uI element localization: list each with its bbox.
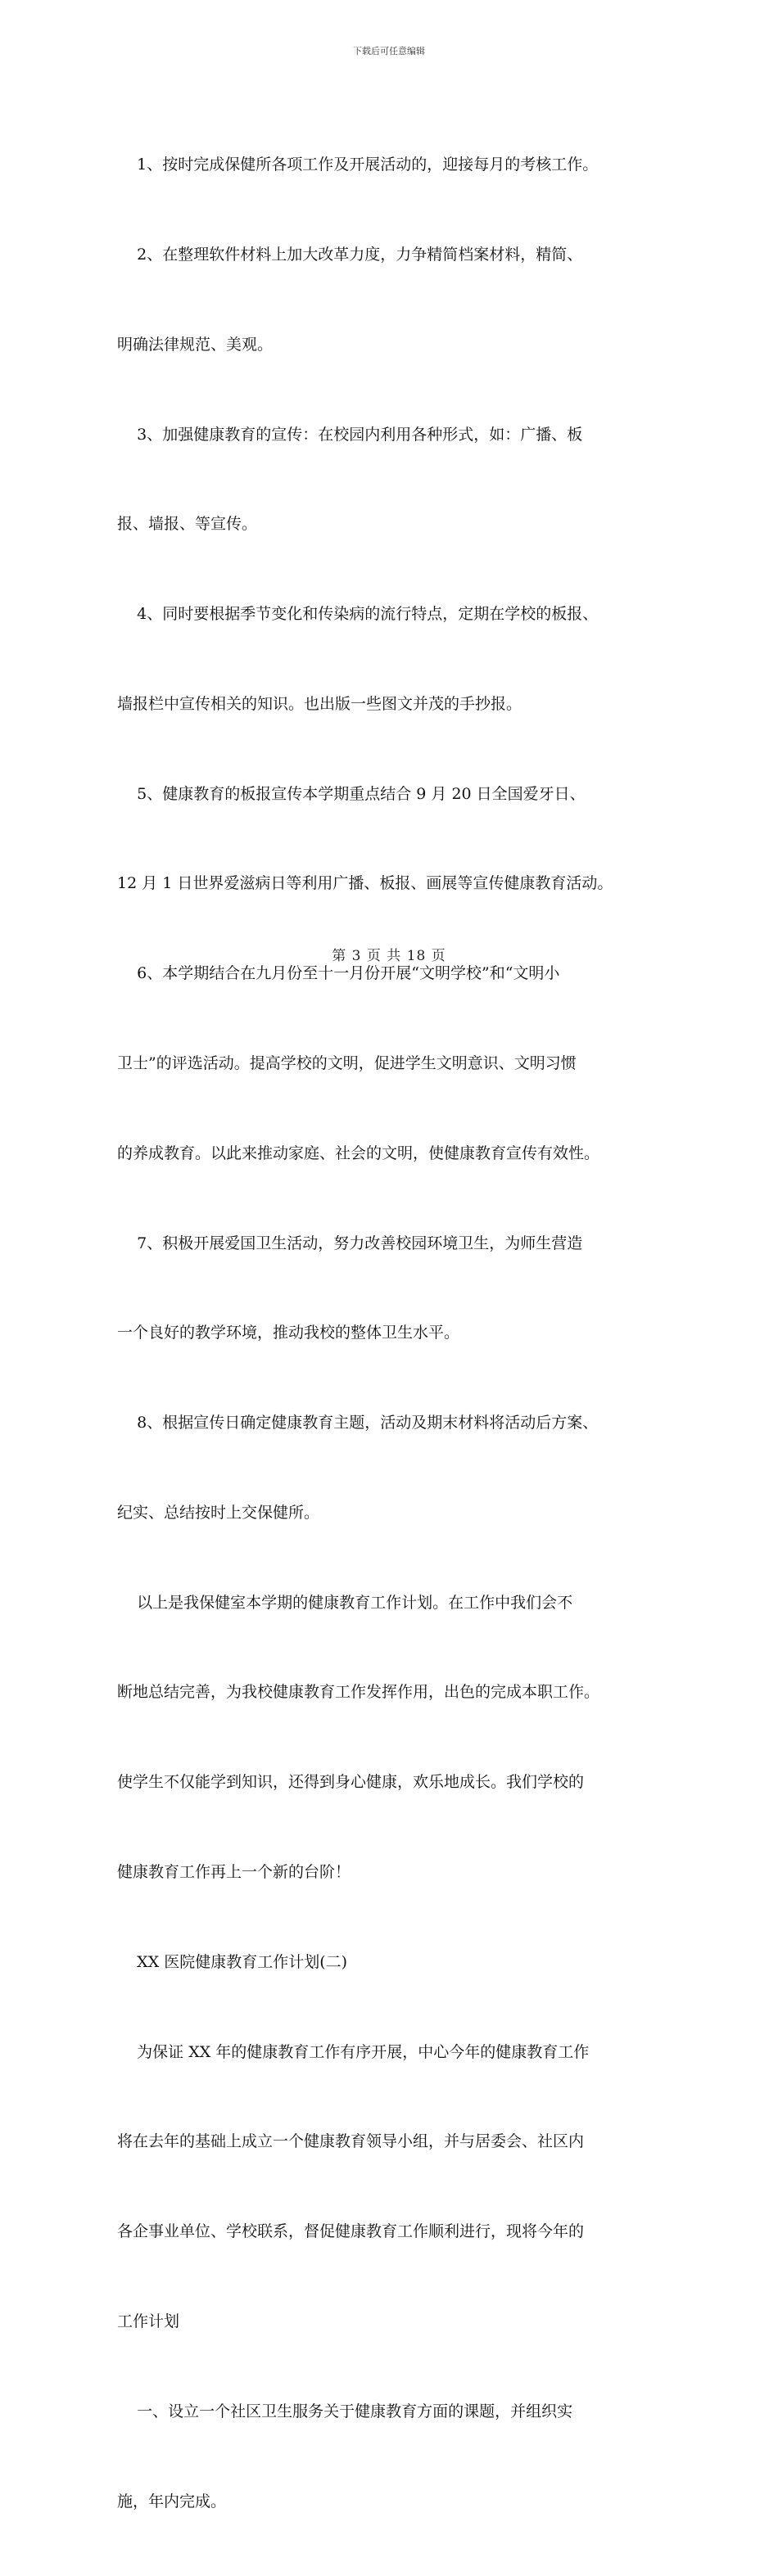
text-line: 为保证 XX 年的健康教育工作有序开展，中心今年的健康教育工作 — [117, 2042, 590, 2061]
page-header: 下载后可任意编辑 — [353, 46, 425, 56]
text-line: 7、积极开展爱国卫生活动，努力改善校园环境卫生，为师生营造 — [117, 1234, 583, 1252]
section-heading: XX 医院健康教育工作计划(二) — [117, 1952, 348, 1971]
document-body — [117, 90, 682, 2576]
page-number-footer: 第 3 页 共 18 页 — [332, 948, 446, 964]
text-line: 断地总结完善，为我校健康教育工作发挥作用，出色的完成本职工作。 — [117, 1683, 600, 1702]
text-line: 纪实、总结按时上交保健所。 — [117, 1503, 320, 1522]
text-line: 一个良好的教学环境，推动我校的整体卫生水平。 — [117, 1324, 460, 1342]
text-line: 5、健康教育的板报宣传本学期重点结合 9 月 20 日全国爱牙日、 — [117, 784, 586, 803]
text-line: 各企事业单位、学校联系，督促健康教育工作顺利进行，现将今年的 — [117, 2222, 585, 2241]
text-line: 1、按时完成保健所各项工作及开展活动的，迎接每月的考核工作。 — [117, 156, 599, 174]
text-line: 一、设立一个社区卫生服务关于健康教育方面的课题，并组织实 — [117, 2402, 573, 2420]
text-line: 工作计划 — [117, 2312, 180, 2330]
text-line: 12 月 1 日世界爱滋病日等利用广播、板报、画展等宣传健康教育活动。 — [117, 874, 613, 893]
text-line: 将在去年的基础上成立一个健康教育领导小组，并与居委会、社区内 — [117, 2132, 585, 2151]
text-line: 健康教育工作再上一个新的台阶！ — [117, 1863, 351, 1882]
text-line: 8、根据宣传日确定健康教育主题，活动及期末材料将活动后方案、 — [117, 1414, 599, 1432]
text-line: 以上是我保健室本学期的健康教育工作计划。在工作中我们会不 — [117, 1593, 573, 1612]
text-line: 6、本学期结合在九月份至十一月份开展“文明学校”和“文明小 — [117, 964, 560, 983]
text-line: 明确法律规范、美观。 — [117, 335, 274, 354]
body-text — [117, 90, 682, 2576]
text-line: 墙报栏中宣传相关的知识。也出版一些图文并茂的手抄报。 — [117, 694, 522, 713]
text-line: 2、在整理软件材料上加大改革力度，力争精简档案材料，精简、 — [117, 245, 583, 264]
text-line: 施，年内完成。 — [117, 2492, 227, 2511]
text-line: 的养成教育。以此来推动家庭、社会的文明，使健康教育宣传有效性。 — [117, 1144, 600, 1162]
text-line: 卫士”的评选活动。提高学校的文明，促进学生文明意识、文明习惯 — [117, 1054, 577, 1072]
text-line: 4、同时要根据季节变化和传染病的流行特点，定期在学校的板报、 — [117, 605, 599, 624]
text-line: 3、加强健康教育的宣传：在校园内利用各种形式，如：广播、板 — [117, 425, 583, 444]
text-line: 报、墙报、等宣传。 — [117, 515, 258, 534]
text-line: 使学生不仅能学到知识，还得到身心健康，欢乐地成长。我们学校的 — [117, 1773, 585, 1792]
